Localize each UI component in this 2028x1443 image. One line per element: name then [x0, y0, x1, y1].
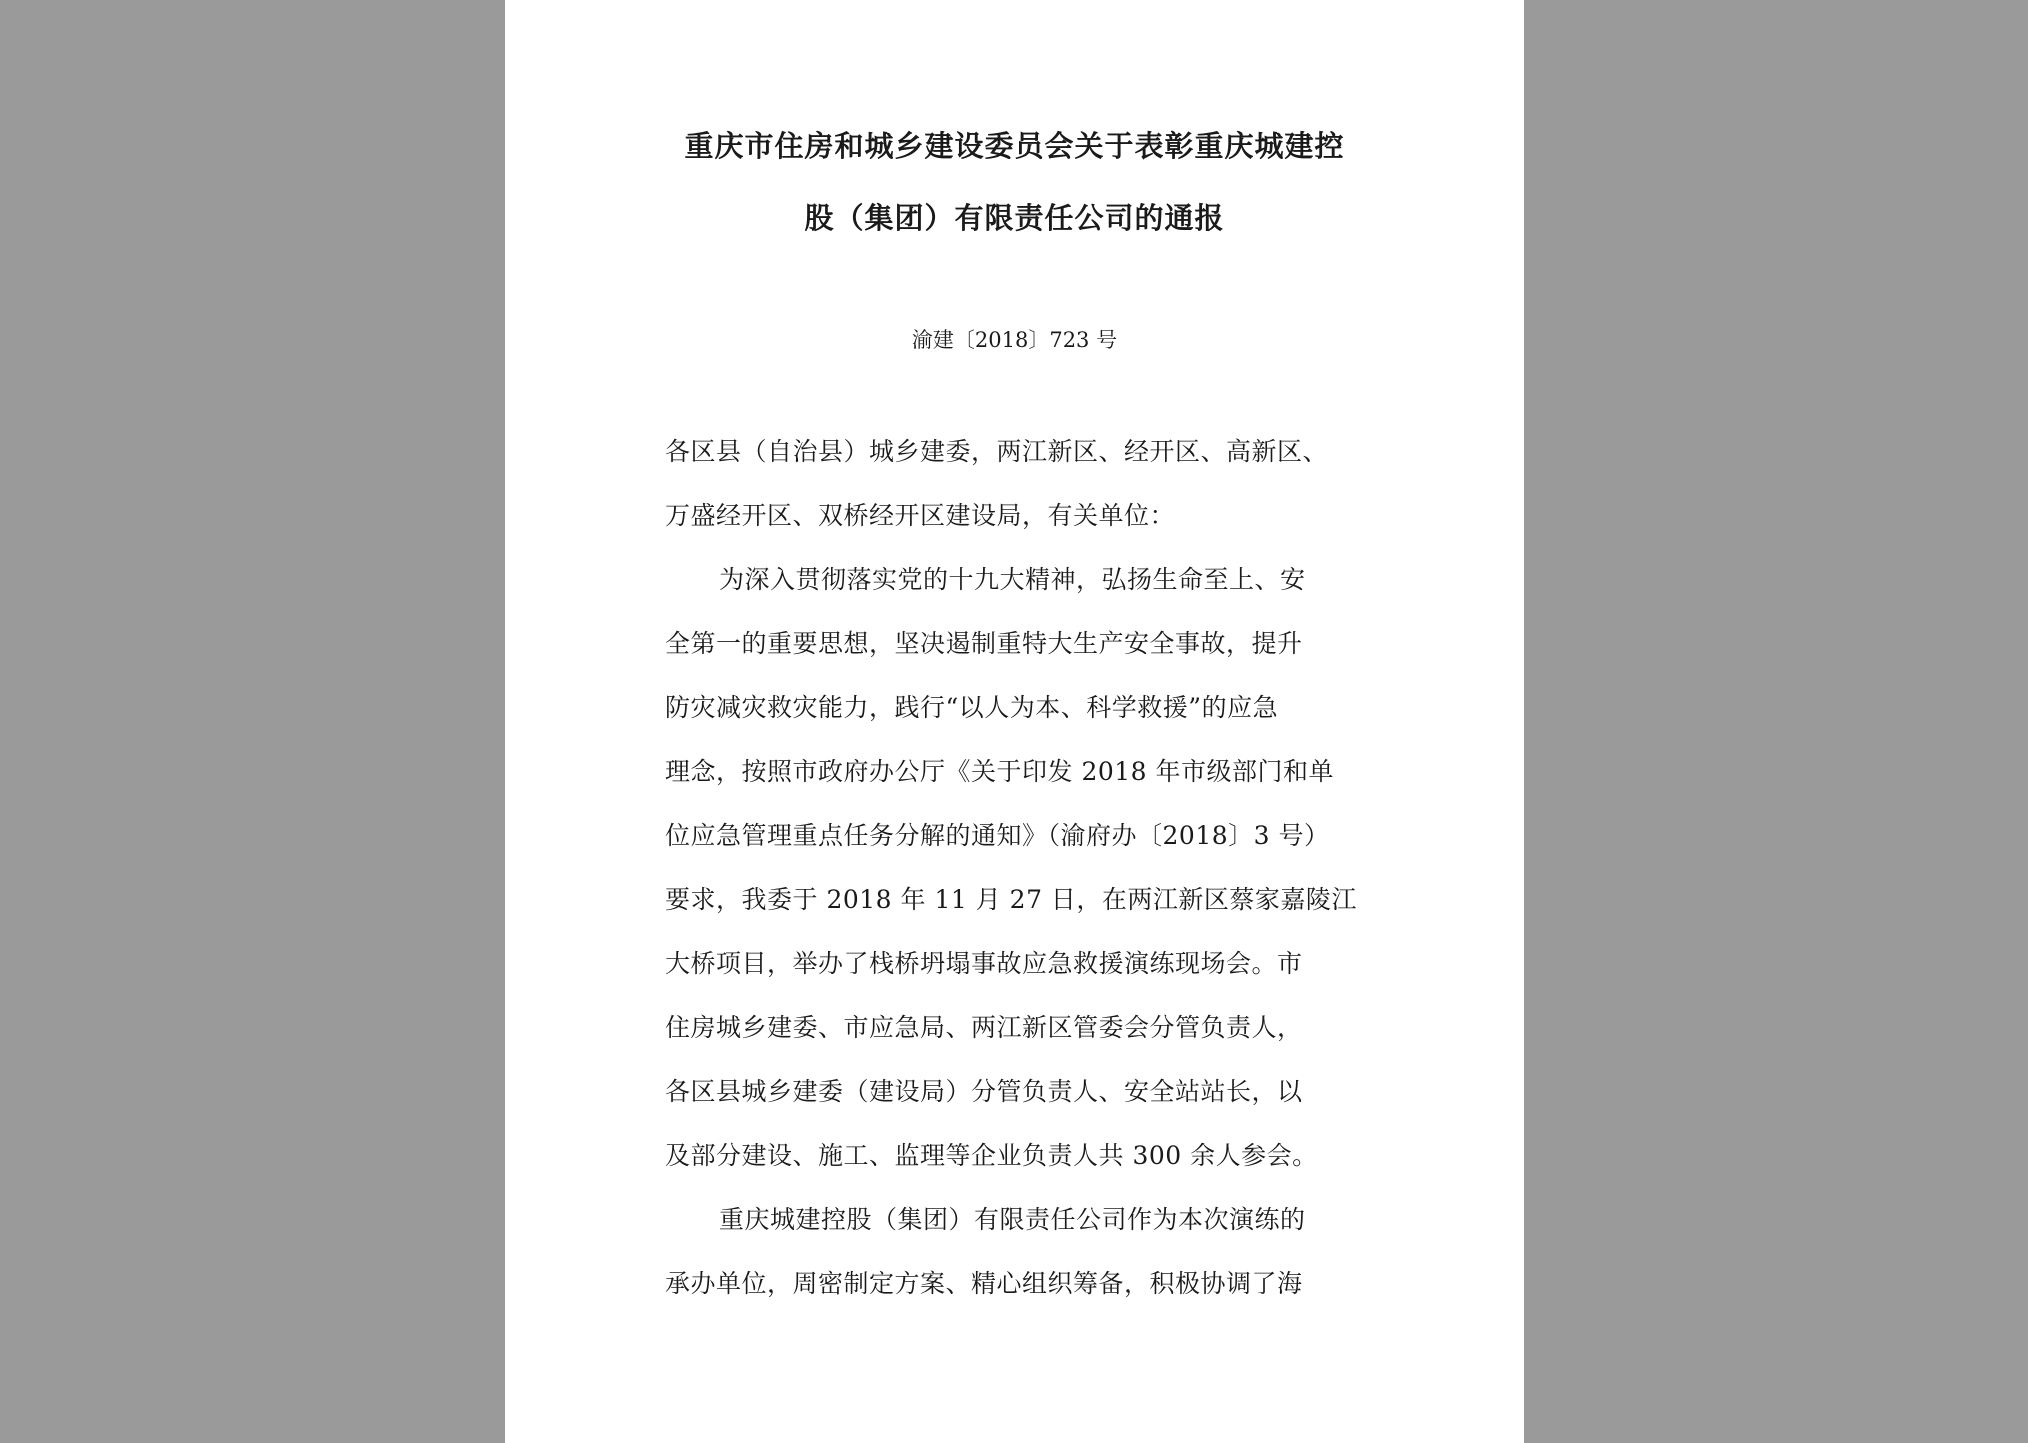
- body-line: 防灾减灾救灾能力，践行“以人为本、科学救援”的应急: [665, 693, 1279, 722]
- body-line: 各区县城乡建委（建设局）分管负责人、安全站站长，以: [665, 1077, 1303, 1106]
- body-line: 为深入贯彻落实党的十九大精神，弘扬生命至上、安: [719, 565, 1306, 594]
- body-line: 全第一的重要思想，坚决遏制重特大生产安全事故，提升: [665, 629, 1303, 658]
- document-number: 渝建〔2018〕723 号: [911, 328, 1118, 352]
- body-line: 承办单位，周密制定方案、精心组织筹备，积极协调了海: [665, 1269, 1303, 1298]
- body-line: 万盛经开区、双桥经开区建设局，有关单位：: [665, 501, 1176, 530]
- document-page: [505, 0, 1524, 1443]
- body-line: 重庆城建控股（集团）有限责任公司作为本次演练的: [719, 1205, 1306, 1234]
- body-line: 理念，按照市政府办公厅《关于印发 2018 年市级部门和单: [665, 757, 1335, 786]
- body-line: 住房城乡建委、市应急局、两江新区管委会分管负责人，: [665, 1013, 1303, 1042]
- body-line: 位应急管理重点任务分解的通知》（渝府办〔2018〕3 号）: [665, 821, 1330, 850]
- body-line: 要求，我委于 2018 年 11 月 27 日，在两江新区蔡家嘉陵江: [665, 885, 1357, 914]
- document-title-line-2: 股（集团）有限责任公司的通报: [804, 201, 1225, 235]
- body-line: 大桥项目，举办了栈桥坍塌事故应急救援演练现场会。市: [665, 949, 1303, 978]
- document-title-line-1: 重庆市住房和城乡建设委员会关于表彰重庆城建控: [684, 129, 1345, 163]
- body-line: 各区县（自治县）城乡建委，两江新区、经开区、高新区、: [665, 437, 1329, 466]
- body-line: 及部分建设、施工、监理等企业负责人共 300 余人参会。: [665, 1141, 1318, 1170]
